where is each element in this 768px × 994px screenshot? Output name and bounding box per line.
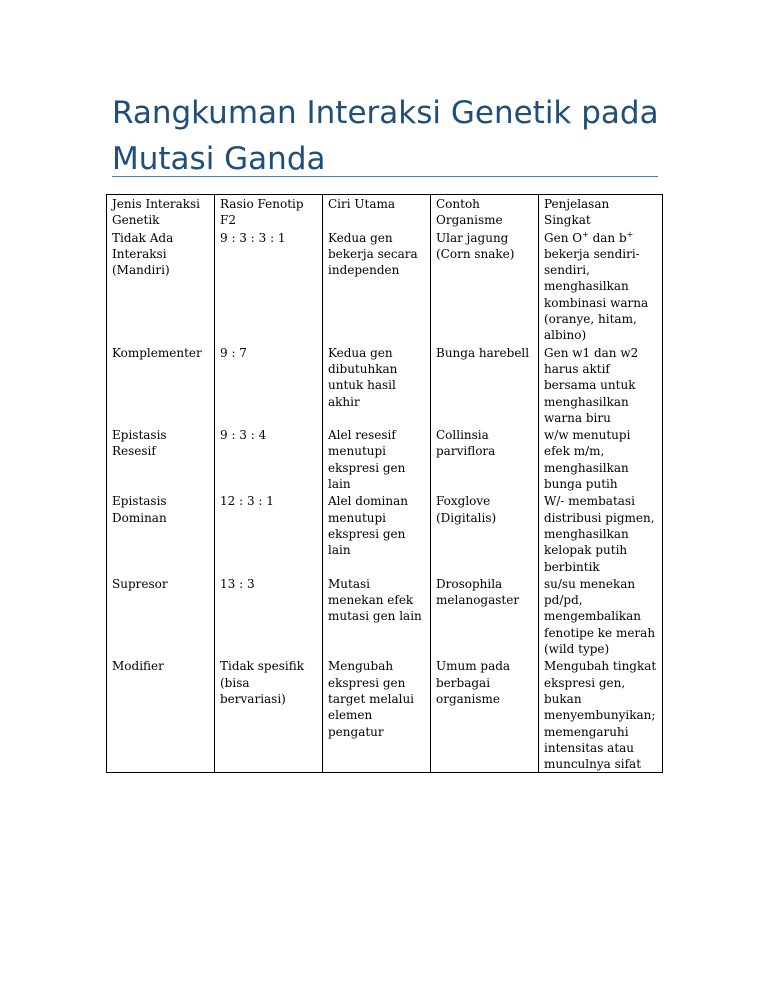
header-cell-organism: Contoh Organisme	[431, 195, 539, 229]
cell-explanation: Gen w1 dan w2 harus aktif bersama untuk menghasilkan warna biru	[539, 344, 663, 426]
table-row	[107, 344, 663, 426]
table-row	[107, 575, 663, 657]
table-row	[107, 657, 663, 773]
cell-organism: Bunga harebell	[431, 344, 539, 426]
cell-organism: Drosophila melanogaster	[431, 575, 539, 657]
table-row	[107, 229, 663, 344]
cell-explanation: Mengubah tingkat ekspresi gen, bukan menyembunyikan; memengaruhi intensitas atau munculnya sifat	[539, 657, 663, 773]
table-row	[107, 426, 663, 492]
cell-ratio: 13 : 3	[215, 575, 323, 657]
cell-ratio: 12 : 3 : 1	[215, 492, 323, 574]
cell-type: Modifier	[107, 657, 215, 773]
cell-type: Epistasis Dominan	[107, 492, 215, 574]
cell-ratio: 9 : 3 : 3 : 1	[215, 229, 323, 344]
header-cell-ratio: Rasio Fenotip F2	[215, 195, 323, 229]
table-header-row	[107, 195, 663, 229]
header-cell-type: Jenis Interaksi Genetik	[107, 195, 215, 229]
cell-feature: Alel dominan menutupi ekspresi gen lain	[323, 492, 431, 574]
cell-type: Komplementer	[107, 344, 215, 426]
cell-organism: Foxglove (Digitalis)	[431, 492, 539, 574]
cell-feature: Kedua gen bekerja secara independen	[323, 229, 431, 344]
cell-explanation: W/- membatasi distribusi pigmen, menghasilkan kelopak putih berbintik	[539, 492, 663, 574]
title-underline	[112, 176, 658, 177]
cell-explanation: w/w menutupi efek m/m, menghasilkan bunga putih	[539, 426, 663, 492]
table-row	[107, 492, 663, 574]
explanation-text: dan b	[588, 230, 627, 245]
cell-ratio: 9 : 7	[215, 344, 323, 426]
cell-explanation	[539, 229, 663, 344]
superscript-plus: +	[626, 229, 634, 239]
cell-organism: Ular jagung (Corn snake)	[431, 229, 539, 344]
genetic-interaction-table	[106, 194, 663, 773]
header-cell-feature: Ciri Utama	[323, 195, 431, 229]
cell-type: Tidak Ada Interaksi (Mandiri)	[107, 229, 215, 344]
explanation-text: bekerja sendiri-sendiri, menghasilkan kombinasi warna (oranye, hitam, albino)	[544, 246, 649, 343]
page-title: Rangkuman Interaksi Genetik pada Mutasi Ganda	[112, 95, 659, 177]
cell-ratio: Tidak spesifik (bisa bervariasi)	[215, 657, 323, 773]
header-cell-explanation: Penjelasan Singkat	[539, 195, 663, 229]
cell-feature: Kedua gen dibutuhkan untuk hasil akhir	[323, 344, 431, 426]
cell-type: Epistasis Resesif	[107, 426, 215, 492]
cell-type: Supresor	[107, 575, 215, 657]
cell-ratio: 9 : 3 : 4	[215, 426, 323, 492]
cell-organism: Umum pada berbagai organisme	[431, 657, 539, 773]
superscript-plus: +	[582, 229, 589, 239]
cell-feature: Mengubah ekspresi gen target melalui elemen pengatur	[323, 657, 431, 773]
cell-feature: Mutasi menekan efek mutasi gen lain	[323, 575, 431, 657]
cell-feature: Alel resesif menutupi ekspresi gen lain	[323, 426, 431, 492]
explanation-text: Gen O	[544, 230, 583, 245]
cell-organism: Collinsia parviflora	[431, 426, 539, 492]
cell-explanation: su/su menekan pd/pd, mengembalikan fenotipe ke merah (wild type)	[539, 575, 663, 657]
